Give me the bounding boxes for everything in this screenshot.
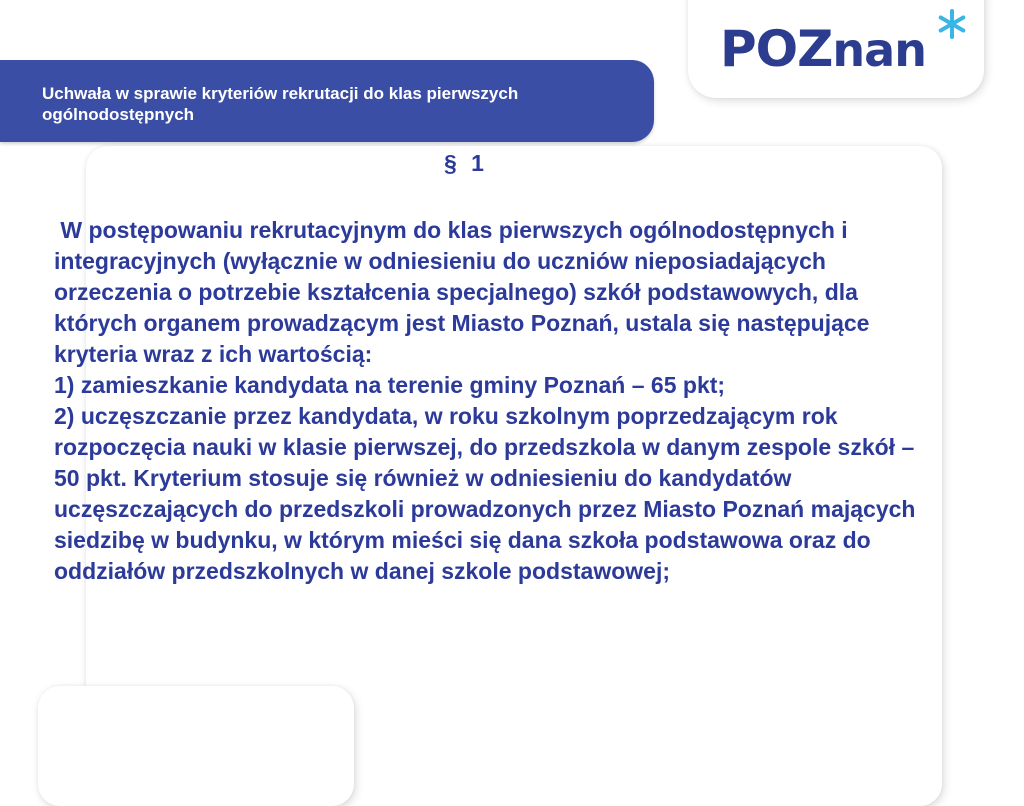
section-number: § 1 <box>444 150 488 176</box>
poznan-logo <box>720 14 926 78</box>
criterion-2: 2) uczęszczanie przez kandydata, w roku szkolnym poprzedzającym rok rozpoczęcia nauki w klasie pierwszej, do przedszkola w danym zespole szkół – 50 pkt. Kryterium stosuje się również w odniesieniu do kandydatów uczęszczających do przedszkoli prowadzonych przez Miasto Poznań mających siedzibę w budynku, w którym mieści się dana szkoła podstawowa oraz do oddziałów przedszkolnych w danej szkole podstawowej; <box>54 403 916 584</box>
logo-wordmark <box>720 20 926 78</box>
intro-paragraph: W postępowaniu rekrutacyjnym do klas pierwszych ogólnodostępnych i integracyjnych (wyłącznie w odniesieniu do uczniów nieposiadających orzeczenia o potrzebie kształcenia specjalnego) szkół podstawowych, dla których organem prowadzącym jest Miasto Poznań, ustala się następujące kryteria wraz z ich wartością: <box>54 217 876 367</box>
logo-lower: nan <box>832 23 926 77</box>
bottom-decor-panel <box>38 686 354 806</box>
asterisk-icon <box>936 8 968 40</box>
slide-title <box>42 83 642 125</box>
criterion-1: 1) zamieszkanie kandydata na terenie gminy Poznań – 65 pkt; <box>54 372 726 398</box>
slide-title-line-2: ogólnodostępnych <box>42 105 195 124</box>
resolution-text <box>54 215 924 587</box>
slide-title-line-1: Uchwała w sprawie kryteriów rekrutacji do klas pierwszych <box>42 84 519 103</box>
logo-upper: POZ <box>720 20 833 78</box>
